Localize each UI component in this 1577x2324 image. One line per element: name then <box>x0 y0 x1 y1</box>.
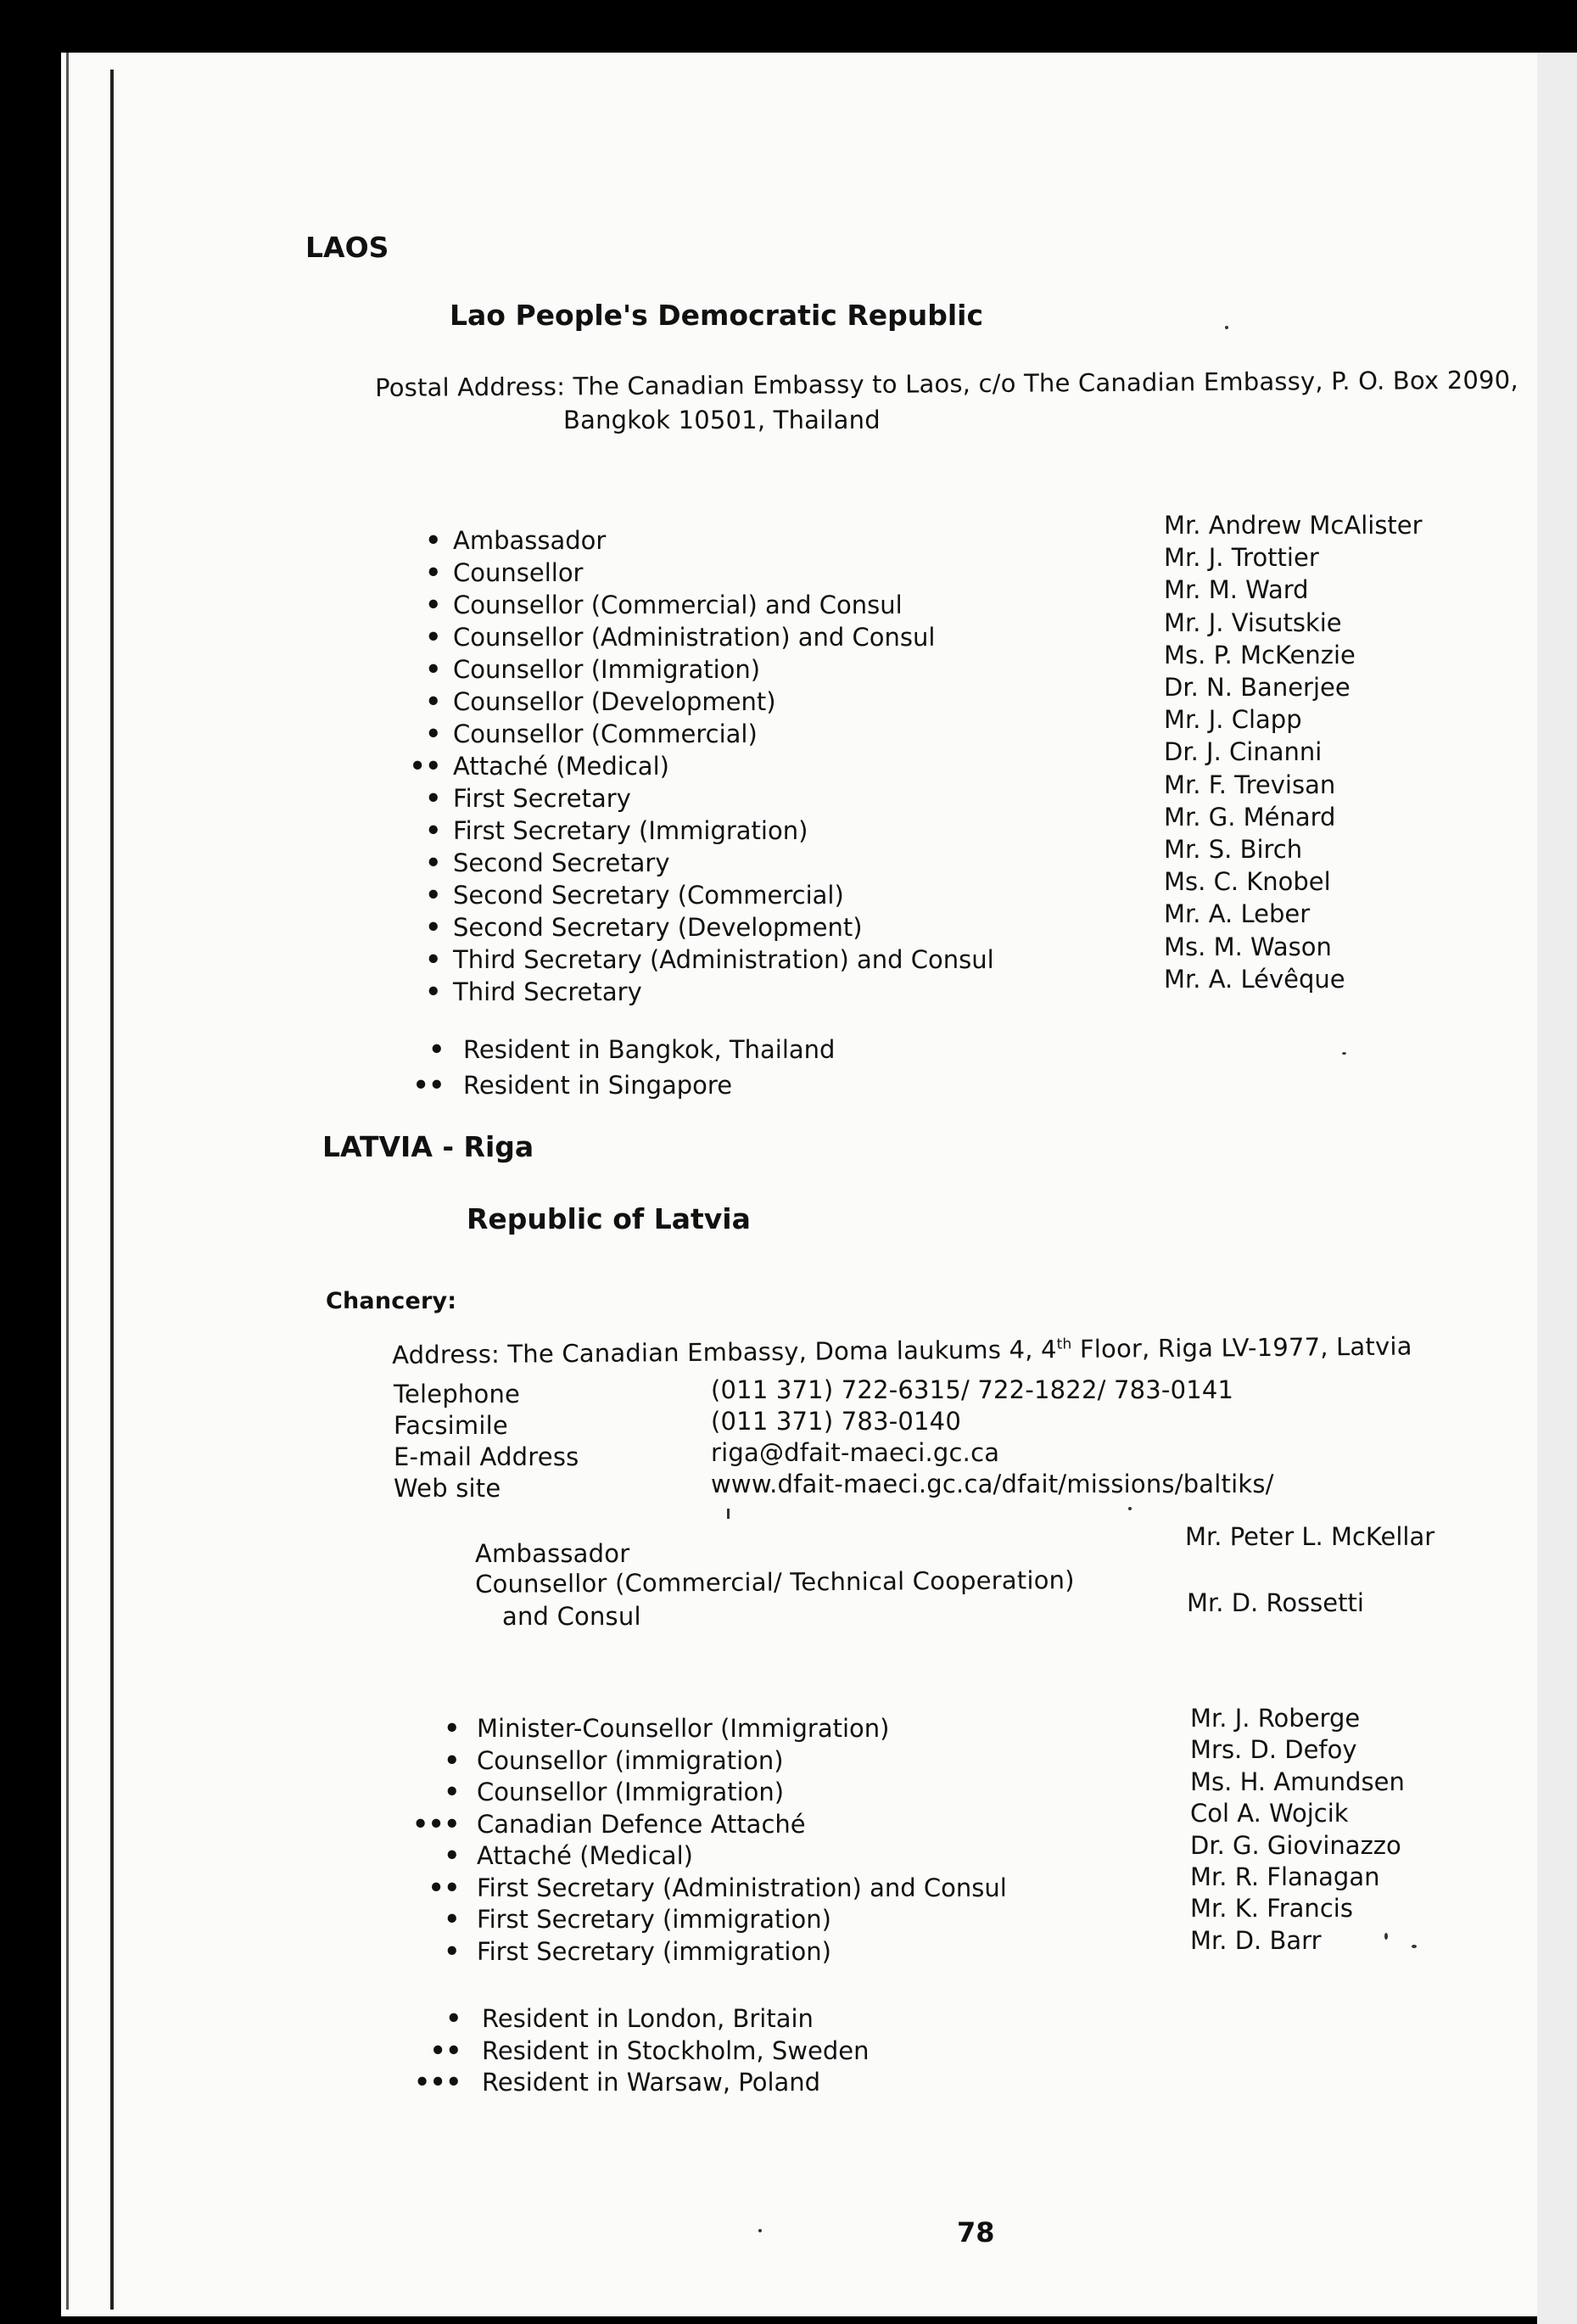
staff-name: Dr. N. Banerjee <box>1164 673 1351 702</box>
footnote-marker: •• <box>428 1873 460 1902</box>
staff-name: Ms. C. Knobel <box>1164 867 1331 897</box>
scan-speck <box>1128 1507 1132 1510</box>
footnote-row <box>61 2004 1334 2036</box>
staff-title: Counsellor (Administration) and Consul <box>453 623 936 652</box>
staff-title: Third Secretary <box>453 977 642 1006</box>
staff-title: Counsellor (Commercial) and Consul <box>453 591 903 619</box>
footnote-marker: • <box>428 1035 445 1064</box>
staff-title: First Secretary (Administration) and Consul <box>477 1873 1007 1902</box>
staff-title: Counsellor (Immigration) <box>477 1778 785 1806</box>
footnote-row <box>61 1071 1334 1103</box>
country-heading-laos: LAOS <box>305 231 389 264</box>
footnote-marker: • <box>425 655 441 684</box>
staff-title: Counsellor <box>453 558 584 587</box>
address-superscript: th <box>1056 1336 1072 1353</box>
footnote-marker: • <box>425 558 441 587</box>
footnote-marker: • <box>425 913 441 942</box>
footnote-marker: • <box>425 720 441 748</box>
contact-label: E-mail Address <box>394 1442 579 1471</box>
staff-name: Mr. A. Lévêque <box>1164 964 1345 994</box>
address-text: Address: The Canadian Embassy, Doma laukums 4, 4 <box>392 1335 1057 1369</box>
contact-label: Facsimile <box>394 1411 508 1440</box>
staff-title: Second Secretary (Commercial) <box>453 881 844 910</box>
contact-label: Web site <box>394 1474 501 1503</box>
staff-title: First Secretary <box>453 784 631 813</box>
footnote-marker: • <box>425 816 441 845</box>
adjacent-page-edge <box>1537 53 1577 2324</box>
contact-label: Telephone <box>394 1380 521 1408</box>
staff-name: Mr. J. Trottier <box>1164 543 1319 573</box>
postal-address-line1: Postal Address: The Canadian Embassy to Laos, c/o The Canadian Embassy, P. O. Box 2090, <box>375 365 1518 402</box>
contact-value[interactable]: www.dfait-maeci.gc.ca/dfait/missions/baltiks/ <box>711 1470 1274 1498</box>
staff-title: First Secretary (immigration) <box>477 1936 831 1966</box>
footnote-marker: • <box>425 526 441 555</box>
staff-name: Ms. P. McKenzie <box>1164 640 1356 669</box>
staff-name: Col A. Wojcik <box>1190 1799 1349 1828</box>
footnote-row <box>61 1035 1334 1067</box>
staff-title: Ambassador <box>453 526 607 555</box>
staff-name: Ms. H. Amundsen <box>1190 1767 1405 1796</box>
staff-name: Mr. G. Ménard <box>1164 802 1336 832</box>
staff-title: Canadian Defence Attaché <box>477 1809 806 1839</box>
footnote-text: Resident in Singapore <box>463 1071 733 1100</box>
footnote-marker: • <box>444 1778 460 1806</box>
ambassador-name-latvia: Mr. Peter L. McKellar <box>1185 1522 1435 1551</box>
footnote-marker: • <box>444 1905 460 1934</box>
staff-name: Mr. J. Visutskie <box>1164 608 1342 637</box>
staff-title: Second Secretary <box>453 848 670 877</box>
footnote-marker: •• <box>409 752 441 781</box>
staff-title: Counsellor (immigration) <box>477 1745 784 1775</box>
staff-name: Mr. A. Leber <box>1164 899 1311 929</box>
counsellor-title-line1: Counsellor (Commercial/ Technical Cooperation) <box>475 1565 1075 1599</box>
scan-speck <box>1412 1945 1417 1948</box>
footnote-marker: •• <box>412 1071 445 1100</box>
contact-value[interactable]: riga@dfait-maeci.gc.ca <box>711 1438 1000 1467</box>
binding-line <box>110 70 114 2310</box>
staff-name: Mr. F. Trevisan <box>1164 770 1336 799</box>
footnote-row <box>61 2036 1334 2069</box>
footnote-marker: • <box>444 1745 460 1775</box>
footnote-marker: • <box>425 687 441 716</box>
footnote-text: Resident in Stockholm, Sweden <box>482 2036 870 2065</box>
footnote-row <box>61 2068 1334 2100</box>
footnote-text: Resident in London, Britain <box>482 2004 814 2033</box>
footnote-text: Resident in Warsaw, Poland <box>482 2068 821 2097</box>
footnote-marker: ••• <box>412 1809 460 1839</box>
counsellor-name: Mr. D. Rossetti <box>1187 1588 1364 1617</box>
staff-name: Mr. D. Barr <box>1190 1925 1322 1955</box>
staff-name: Mr. J. Clapp <box>1164 705 1302 735</box>
staff-name: Ms. M. Wason <box>1164 932 1332 961</box>
staff-title: Third Secretary (Administration) and Consul <box>453 945 994 974</box>
address-text-end: Floor, Riga LV-1977, Latvia <box>1071 1331 1412 1364</box>
staff-title: Second Secretary (Development) <box>453 913 863 942</box>
chancery-address <box>392 1332 1412 1369</box>
staff-name: Mr. M. Ward <box>1164 575 1309 605</box>
scan-speck <box>727 1509 730 1519</box>
contact-value: (011 371) 783-0140 <box>711 1407 961 1436</box>
staff-name: Dr. G. Giovinazzo <box>1190 1830 1401 1860</box>
scan-speck <box>758 2229 762 2232</box>
footnote-text: Resident in Bangkok, Thailand <box>463 1035 836 1064</box>
staff-name: Mrs. D. Defoy <box>1190 1735 1357 1765</box>
binding-line <box>66 53 69 2310</box>
staff-name: Mr. R. Flanagan <box>1190 1862 1380 1891</box>
ambassador-title-latvia: Ambassador <box>475 1539 630 1568</box>
footnote-marker: ••• <box>414 2068 461 2097</box>
footnote-marker: • <box>425 591 441 619</box>
counsellor-title-line2: and Consul <box>502 1602 641 1631</box>
scan-speck <box>1225 326 1228 329</box>
staff-title: Minister-Counsellor (Immigration) <box>477 1714 890 1743</box>
chancery-label: Chancery: <box>326 1288 457 1314</box>
staff-name: Dr. J. Cinanni <box>1164 737 1323 767</box>
footnote-marker: • <box>425 848 441 877</box>
footnote-marker: • <box>425 945 441 974</box>
postal-address-line2: Bangkok 10501, Thailand <box>563 406 881 434</box>
staff-name: Mr. J. Roberge <box>1190 1704 1361 1733</box>
staff-name: Mr. Andrew McAlister <box>1164 511 1423 540</box>
staff-title: Attaché (Medical) <box>477 1841 693 1870</box>
staff-name: Mr. S. Birch <box>1164 835 1303 864</box>
footnote-marker: • <box>425 784 441 813</box>
country-full-name-latvia: Republic of Latvia <box>467 1202 751 1235</box>
country-full-name-laos: Lao People's Democratic Republic <box>450 299 984 332</box>
footnote-marker: • <box>444 1714 460 1743</box>
footnote-marker: • <box>445 2004 461 2033</box>
staff-title: Counsellor (Immigration) <box>453 655 761 684</box>
staff-name: Mr. K. Francis <box>1190 1894 1353 1924</box>
scan-speck <box>1384 1933 1388 1940</box>
footnote-marker: • <box>444 1841 460 1870</box>
staff-title: Counsellor (Development) <box>453 687 776 716</box>
staff-title: First Secretary (Immigration) <box>453 816 808 845</box>
contact-value: (011 371) 722-6315/ 722-1822/ 783-0141 <box>711 1375 1234 1404</box>
footnote-marker: • <box>425 623 441 652</box>
staff-title: Attaché (Medical) <box>453 752 669 781</box>
page-number: 78 <box>957 2216 995 2248</box>
country-heading-latvia: LATVIA - Riga <box>322 1130 534 1163</box>
footnote-marker: •• <box>429 2036 461 2065</box>
footnote-marker: • <box>425 881 441 910</box>
scan-speck <box>1342 1052 1346 1055</box>
footnote-marker: • <box>425 977 441 1006</box>
footnote-marker: • <box>444 1936 460 1966</box>
staff-title: First Secretary (immigration) <box>477 1905 831 1934</box>
staff-title: Counsellor (Commercial) <box>453 720 758 748</box>
document-page <box>61 53 1537 2316</box>
